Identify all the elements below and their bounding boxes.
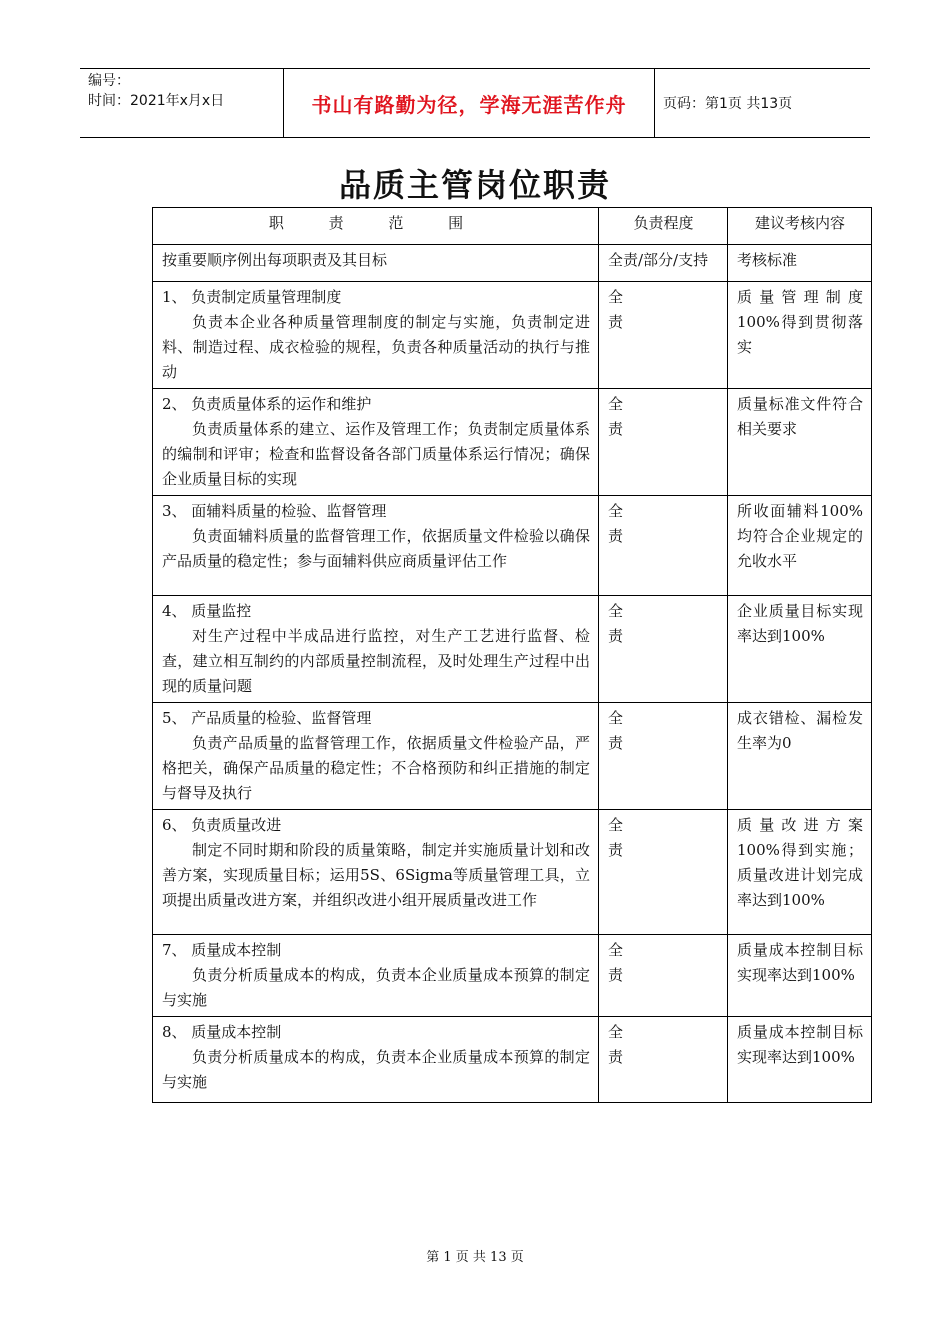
assessment-standard: 质量标准文件符合相关要求 [728,389,872,496]
header-responsibility: 负责程度 [599,208,728,245]
page-header [80,68,870,138]
responsibility-cell [599,596,728,703]
duty-title: 6、 负责质量改进 [162,816,282,834]
table-row [153,1017,872,1103]
duty-description: 负责本企业各种质量管理制度的制定与实施，负责制定进料、制造过程、成衣检验的规程，负责各种质量活动的执行与推动 [162,313,590,381]
duty-title: 5、 产品质量的检验、监督管理 [162,709,372,727]
header-assessment: 建议考核内容 [728,208,872,245]
table-subheader-row [153,245,872,282]
assessment-standard: 质量改进方案100%得到实施；质量改进计划完成率达到100% [728,810,872,935]
duty-cell [153,596,599,703]
header-page-label: 页码：第1页 共13页 [663,96,793,112]
responsibility-cell [599,282,728,389]
duty-description: 负责分析质量成本的构成，负责本企业质量成本预算的制定与实施 [162,966,590,1009]
duty-title: 7、 质量成本控制 [162,941,282,959]
responsibility-level: 全责 [608,602,666,645]
responsibility-level: 全责 [608,288,666,331]
document-title: 品质主管岗位职责 [338,166,611,204]
responsibility-cell [599,1017,728,1103]
duty-title: 4、 质量监控 [162,602,252,620]
table-body [153,282,872,1103]
duty-description: 负责分析质量成本的构成，负责本企业质量成本预算的制定与实施 [162,1048,590,1091]
duty-cell [153,496,599,596]
page-footer: 第 1 页 共 13 页 [426,1250,524,1265]
document-number-label: 编号： [88,73,130,89]
assessment-standard: 所收面辅料100%均符合企业规定的允收水平 [728,496,872,596]
responsibility-level: 全责 [608,395,666,438]
subheader-scope: 按重要顺序例出每项职责及其目标 [153,245,599,282]
duty-cell [153,1017,599,1103]
responsibility-cell [599,703,728,810]
responsibility-level: 全责 [608,1023,666,1066]
table-row [153,596,872,703]
assessment-standard: 质量成本控制目标实现率达到100% [728,1017,872,1103]
duty-cell [153,935,599,1017]
duty-title: 1、 负责制定质量管理制度 [162,288,342,306]
assessment-standard: 企业质量目标实现率达到100% [728,596,872,703]
table-row [153,935,872,1017]
table-header-row [153,208,872,245]
header-scope: 职 责 范 围 [153,208,599,245]
duty-description: 对生产过程中半成品进行监控，对生产工艺进行监督、检查，建立相互制约的内部质量控制流程，及时处理生产过程中出现的质量问题 [162,627,590,695]
table-row [153,389,872,496]
responsibility-cell [599,810,728,935]
duty-table [152,207,872,1103]
responsibility-cell [599,935,728,1017]
duty-title: 8、 质量成本控制 [162,1023,282,1041]
duty-cell [153,282,599,389]
assessment-standard: 质量成本控制目标实现率达到100% [728,935,872,1017]
table-row [153,282,872,389]
subheader-responsibility: 全责/部分/支持 [599,245,728,282]
duty-description: 负责面辅料质量的监督管理工作，依据质量文件检验以确保产品质量的稳定性；参与面辅料供应商质量评估工作 [162,527,590,570]
duty-cell [153,810,599,935]
responsibility-level: 全责 [608,502,666,545]
table-row [153,496,872,596]
responsibility-cell [599,496,728,596]
responsibility-cell [599,389,728,496]
duty-title: 3、 面辅料质量的检验、监督管理 [162,502,387,520]
table-row [153,810,872,935]
duty-description: 负责质量体系的建立、运作及管理工作；负责制定质量体系的编制和评审；检查和监督设备各部门质量体系运行情况；确保企业质量目标的实现 [162,420,590,488]
header-left [88,71,224,111]
responsibility-level: 全责 [608,816,666,859]
header-motto: 书山有路勤为径，学海无涯苦作舟 [283,69,655,137]
duty-description: 负责产品质量的监督管理工作，依据质量文件检验产品，严格把关，确保产品质量的稳定性；不合格预防和纠正措施的制定与督导及执行 [162,734,590,802]
duty-cell [153,389,599,496]
document-time-label: 时间：2021年x月x日 [88,93,225,109]
duty-description: 制定不同时期和阶段的质量策略，制定并实施质量计划和改善方案，实现质量目标；运用5S、6Sigma等质量管理工具，立项提出质量改进方案，并组织改进小组开展质量改进工作 [162,841,590,909]
responsibility-level: 全责 [608,709,666,752]
duty-cell [153,703,599,810]
table-row [153,703,872,810]
responsibility-level: 全责 [608,941,666,984]
assessment-standard: 质量管理制度100%得到贯彻落实 [728,282,872,389]
assessment-standard: 成衣错检、漏检发生率为0 [728,703,872,810]
subheader-assessment: 考核标准 [728,245,872,282]
duty-title: 2、 负责质量体系的运作和维护 [162,395,372,413]
